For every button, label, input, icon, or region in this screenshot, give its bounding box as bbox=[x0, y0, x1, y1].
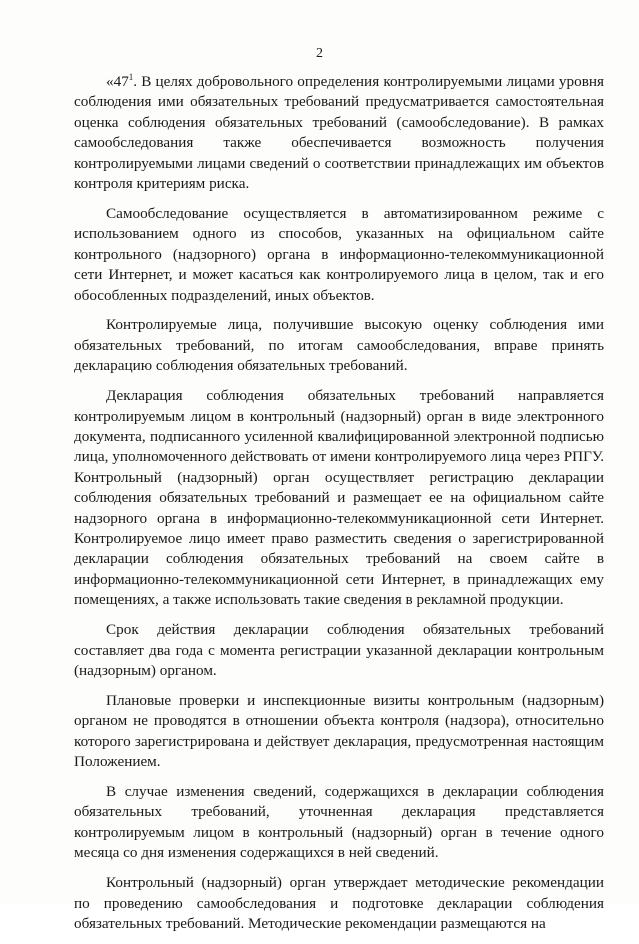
paragraph-changes: В случае изменения сведений, содержащихся в декларации соблюдения обязательных требований, уточненная декларация представляется контролируемым лицом в контрольный (надзорный) орган в течение одного месяца со дня изменения содержащихся в ней сведений. bbox=[74, 783, 604, 862]
paragraph-high-rating: Контролируемые лица, получившие высокую оценку соблюдения ими обязательных требований, по итогам самообследования, вправе принять декларацию соблюдения обязательных требований. bbox=[74, 316, 604, 375]
paragraph-declaration: Декларация соблюдения обязательных требований направляется контролируемым лицом в контрольный (надзорный) орган в виде электронного документа, подписанного усиленной квалифицированной электронной подписью лица, уполномоченного действовать от имени контролируемого лица через РПГУ. Контрольный (надзорный) орган осуществляет регистрацию декларации соблюдения обязательных требований и размещает ее на официальном сайте надзорного органа в информационно-телекоммуникационной сети Интернет. Контролируемое лицо имеет право разместить сведения о зарегистрированной декларации соблюдения обязательных требований на своем сайте в информационно-телекоммуникационной сети Интернет, в принадлежащих ему помещениях, а также использовать такие сведения в рекламной продукции. bbox=[74, 387, 604, 609]
paragraph-47-1 bbox=[74, 72, 604, 194]
paragraph-lead: «47 bbox=[106, 73, 129, 90]
paragraph-self-assessment: Самообследование осуществляется в автоматизированном режиме с использованием одного из способов, указанных на официальном сайте контрольного (надзорного) органа в информационно-телекоммуникационной сети Интернет, и может касаться как контролируемого лица в целом, так и его обособленных подразделений, иных объектов. bbox=[74, 204, 604, 304]
document-body bbox=[74, 72, 604, 944]
page-number: 2 bbox=[316, 46, 323, 61]
paragraph-planned-inspections: Плановые проверки и инспекционные визиты контрольным (надзорным) органом не проводятся в отношении объекта контроля (надзора), относительно которого зарегистрирована и действует декларация, предусмотренная настоящим Положением. bbox=[74, 691, 604, 771]
paragraph-recommendations: Контрольный (надзорный) орган утверждает методические рекомендации по проведению самообследования и подготовке декларации соблюдения обязательных требований. Методические рекомендации размещаются на bbox=[74, 874, 604, 932]
superscript-mark: 1 bbox=[128, 72, 134, 82]
paragraph-validity-period: Срок действия декларации соблюдения обязательных требований составляет два года с момента регистрации указанной декларации контрольным (надзорным) органом. bbox=[74, 621, 604, 679]
paragraph-text: . В целях добровольного определения контролируемыми лицами уровня соблюдения ими обязательных требований предусматривается самостоятельная оценка соблюдения обязательных требований (самообследование). В рамках самообследования также обеспечивается возможность получения контролируемыми лицами сведений о соответствии принадлежащих им объектов контроля критериям риска. bbox=[74, 73, 604, 193]
